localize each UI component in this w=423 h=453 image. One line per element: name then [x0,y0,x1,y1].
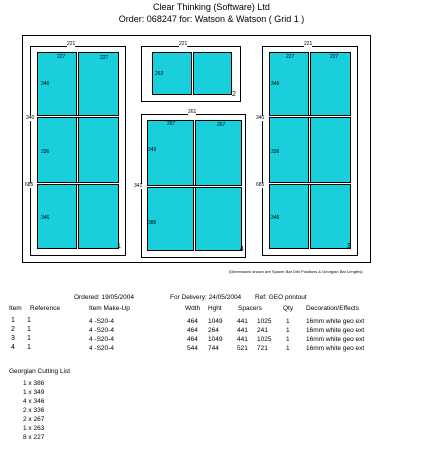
window-2-pane-dim: 263 [155,71,164,77]
window-1-pane-width-left: 227 [57,54,66,60]
row-item: 4 [11,344,15,351]
window-1-width-dim: 221 [67,41,76,47]
window-2-vertical-bar [191,52,194,95]
row-decoration: 16mm white geo ext [306,318,365,325]
window-1-pane-width-right: 227 [100,55,109,61]
row-reference: 1 [27,344,31,351]
row-spacer-w: 441 [237,336,248,343]
row-qty: 1 [286,327,290,334]
list-item: 1 x 386 [23,380,45,387]
col-header-reference: Reference [30,305,60,312]
row-makeup: 4 -S20-4 [89,318,114,325]
list-item: 2 x 267 [23,416,45,423]
order-line: Order: 068247 for: Watson & Watson ( Grid 1 ) [118,14,305,24]
row-spacer-w: 521 [237,345,248,352]
window-4-top-pane-dim: 349 [148,147,157,153]
window-1-sash-height-dim: 340 [26,115,35,121]
window-1-mid-pane-dim: 336 [41,149,50,155]
row-qty: 1 [286,318,290,325]
row-reference: 1 [27,335,31,342]
row-qty: 1 [286,336,290,343]
row-item: 3 [11,335,15,342]
window-1-height-dim: 685 [25,182,34,188]
dimensions-note: (Dimensions shown are Spacer Bar Drill Positions & Georgian Bar Lengths) [229,269,363,274]
window-3-width-dim: 221 [304,41,313,47]
window-1-georgian-bar [37,115,119,118]
window-1-georgian-bar [37,182,119,185]
window-1-number: 1 [117,243,121,250]
ordered-date: Ordered: 19/05/2004 [74,294,134,301]
window-2-width-dim: 221 [179,41,188,47]
row-reference: 1 [27,317,31,324]
row-width: 544 [187,345,198,352]
row-height: 1049 [208,318,223,325]
row-width: 464 [187,336,198,343]
row-height: 264 [208,327,219,334]
window-1-bottom-pane-dim: 346 [41,215,50,221]
window-3-pane-width-right: 227 [330,54,339,60]
row-item: 1 [11,317,15,324]
row-item: 2 [11,326,15,333]
row-spacer-h: 1025 [257,336,272,343]
window-3-georgian-bar [269,115,351,118]
order-reference: Ref: GEO printout [255,294,307,301]
row-spacer-w: 441 [237,318,248,325]
window-3-top-pane-dim: 346 [271,81,280,87]
window-3-height-dim: 685 [256,182,265,188]
list-item: 1 x 349 [23,389,45,396]
row-spacer-w: 441 [237,327,248,334]
row-width: 464 [187,318,198,325]
list-item: 8 x 227 [23,434,45,441]
row-makeup: 4 -S20-4 [89,345,114,352]
window-4-pane-width-right: 267 [217,122,226,128]
window-4-georgian-bar [147,185,242,188]
window-4-width-dim: 261 [188,109,197,115]
window-2-number: 2 [232,91,236,98]
list-item: 1 x 263 [23,425,45,432]
list-item: 4 x 346 [23,398,45,405]
row-makeup: 4 -S20-4 [89,327,114,334]
window-3-mid-pane-dim: 336 [271,149,280,155]
col-header-qty: Qty [283,305,294,312]
col-header-makeup: Item Make-Up [89,305,130,312]
row-height: 1049 [208,336,223,343]
window-1-top-pane-dim: 346 [41,81,50,87]
row-decoration: 16mm white geo ext [306,327,365,334]
window-4-height-dim: 341 [134,183,143,189]
row-decoration: 16mm white geo ext [306,336,365,343]
row-reference: 1 [27,326,31,333]
col-header-decoration: Decoration/Effects [306,305,359,312]
window-3-vertical-bar [308,52,311,249]
window-4-pane-width-left: 267 [167,121,176,127]
row-makeup: 4 -S20-4 [89,336,114,343]
window-3-number: 3 [347,243,351,250]
delivery-date: For Delivery: 24/05/2004 [170,294,242,301]
window-4-number: 4 [240,246,244,253]
window-3-pane-width-left: 227 [286,54,295,60]
window-4-frame [141,114,246,258]
col-header-spacers: Spacers [238,305,262,312]
row-qty: 1 [286,345,290,352]
list-item: 2 x 336 [23,407,45,414]
company-name: Clear Thinking (Software) Ltd [153,2,270,12]
col-header-item: Item [9,305,22,312]
window-3-georgian-bar [269,182,351,185]
row-width: 464 [187,327,198,334]
row-spacer-h: 1025 [257,318,272,325]
window-3-bottom-pane-dim: 346 [271,215,280,221]
row-spacer-h: 241 [257,327,268,334]
col-header-height: Hght [208,305,222,312]
window-3-sash-height-dim: 340 [256,115,265,121]
row-height: 744 [208,345,219,352]
row-decoration: 16mm white geo ext [306,345,365,352]
window-4-bottom-pane-dim: 386 [148,220,157,226]
row-spacer-h: 721 [257,345,268,352]
window-1-vertical-bar [76,52,79,249]
col-header-width: Wdth [185,305,201,312]
cutting-list-title: Georgian Cutting List [9,368,71,375]
